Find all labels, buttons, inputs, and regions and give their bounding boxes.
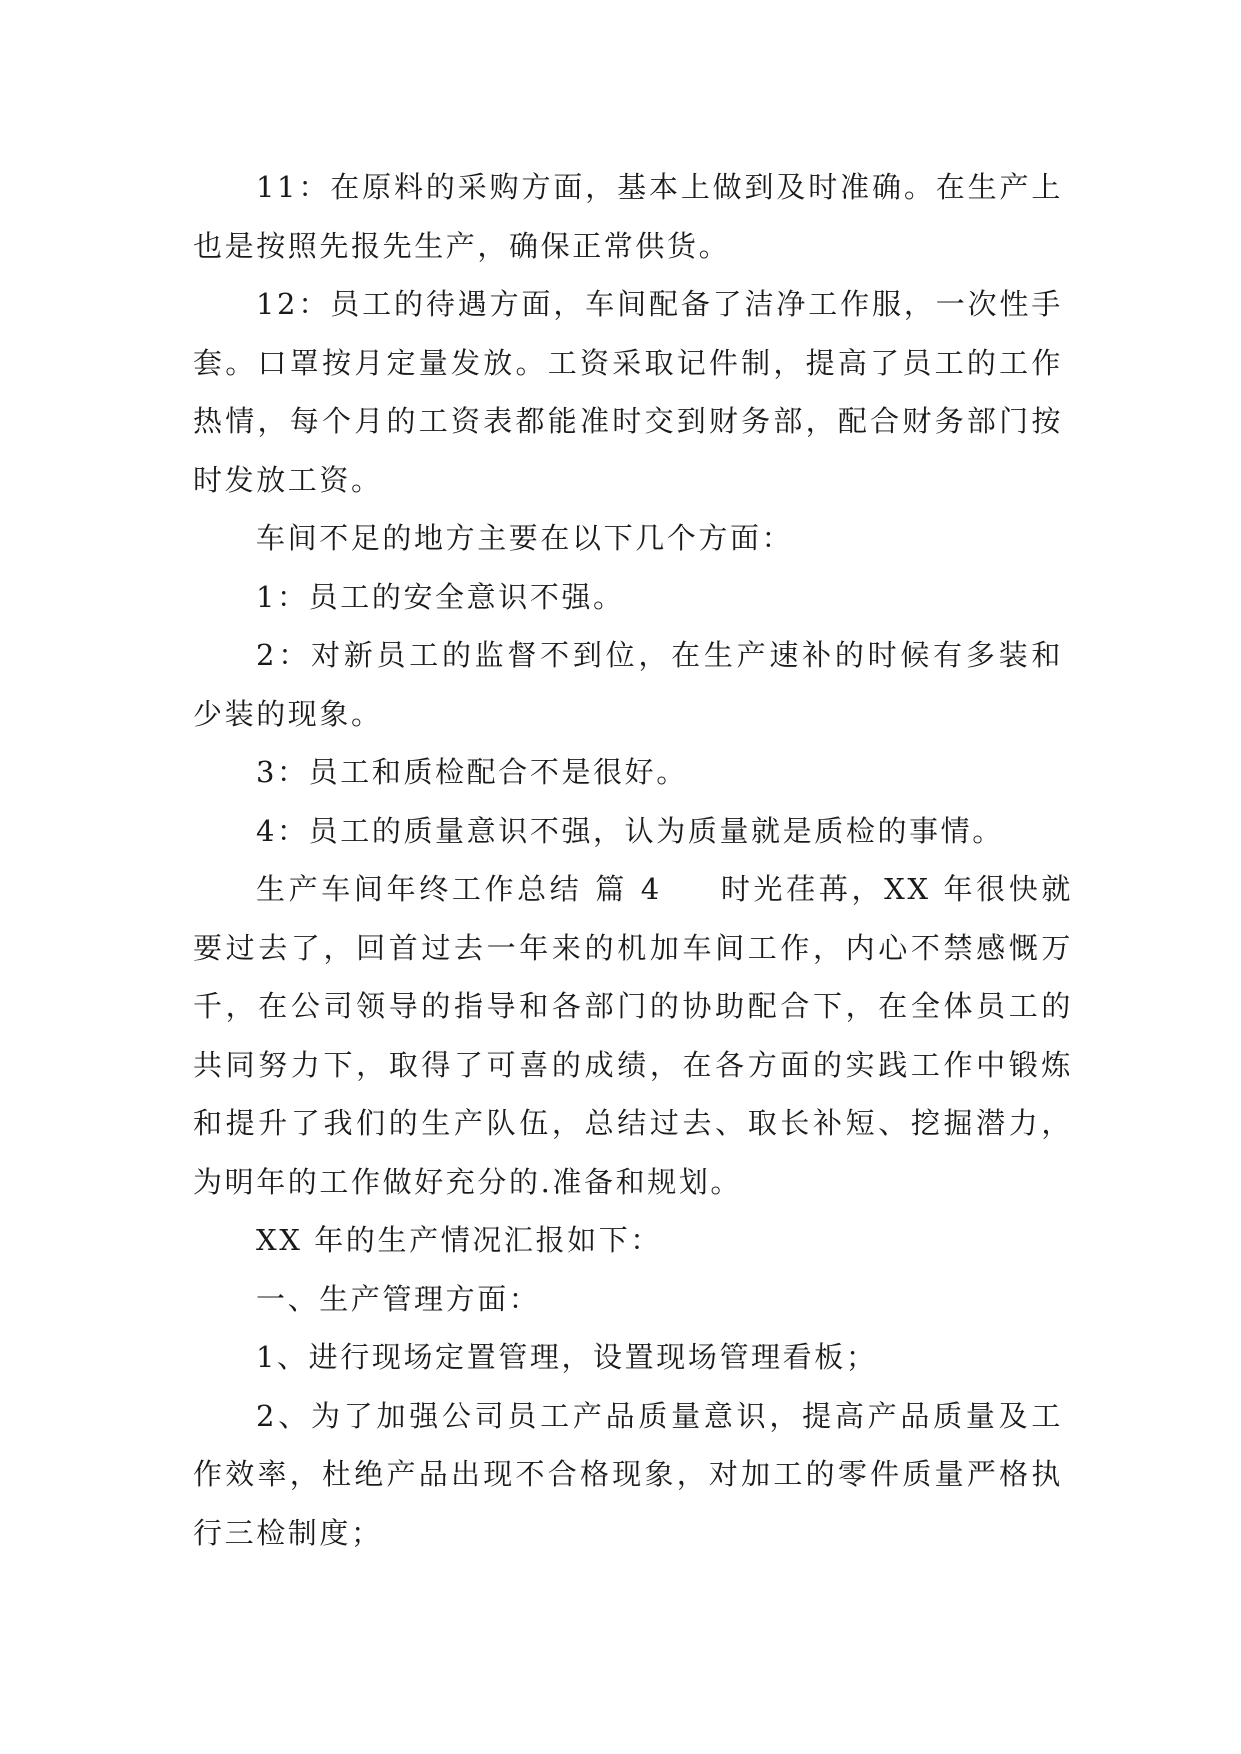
paragraph-management-item-2: 2、为了加强公司员工产品质量意识，提高产品质量及工作效率，杜绝产品出现不合格现象，对加工的零件质量严格执行三检制度；	[193, 1398, 1063, 1550]
paragraph-shortcoming-2: 2：对新员工的监督不到位，在生产速补的时候有多装和少装的现象。	[193, 638, 1063, 731]
section-intro: 时光荏苒，XX 年很快就要过去了，回首过去一年来的机加车间工作，内心不禁感慨万千，在公司领导的指导和各部门的协助配合下，在全体员工的共同努力下，取得了可喜的成绩，在各方面的实践工作中锻炼和提升了我们的生产队伍，总结过去、取长补短、挖掘潜力，为明年的工作做好充分的.准备和规划。	[193, 872, 1073, 1199]
paragraph-shortcomings-intro: 车间不足的地方主要在以下几个方面：	[256, 521, 794, 555]
paragraph-12-employee-benefits: 12：员工的待遇方面，车间配备了洁净工作服，一次性手套。口罩按月定量发放。工资采取记件制，提高了员工的工作热情，每个月的工资表都能准时交到财务部，配合财务部门按时发放工资。	[193, 287, 1063, 497]
paragraph-shortcoming-3: 3：员工和质检配合不是很好。	[256, 755, 688, 789]
paragraph-production-report: XX 年的生产情况汇报如下：	[256, 1223, 662, 1257]
paragraph-shortcoming-4: 4：员工的质量意识不强，认为质量就是质检的事情。	[256, 813, 1004, 848]
paragraph-11-raw-material: 11：在原料的采购方面，基本上做到及时准确。在生产上也是按照先报先生产，确保正常供货。	[193, 170, 1063, 263]
paragraph-section-4	[193, 860, 1073, 1211]
paragraph-management-heading: 一、生产管理方面：	[256, 1281, 541, 1316]
section-heading: 生产车间年终工作总结 篇 4	[256, 872, 662, 906]
paragraph-management-item-1: 1、进行现场定置管理，设置现场管理看板；	[256, 1340, 878, 1374]
document-body	[193, 158, 1073, 1562]
paragraph-shortcoming-1: 1：员工的安全意识不强。	[256, 579, 625, 614]
